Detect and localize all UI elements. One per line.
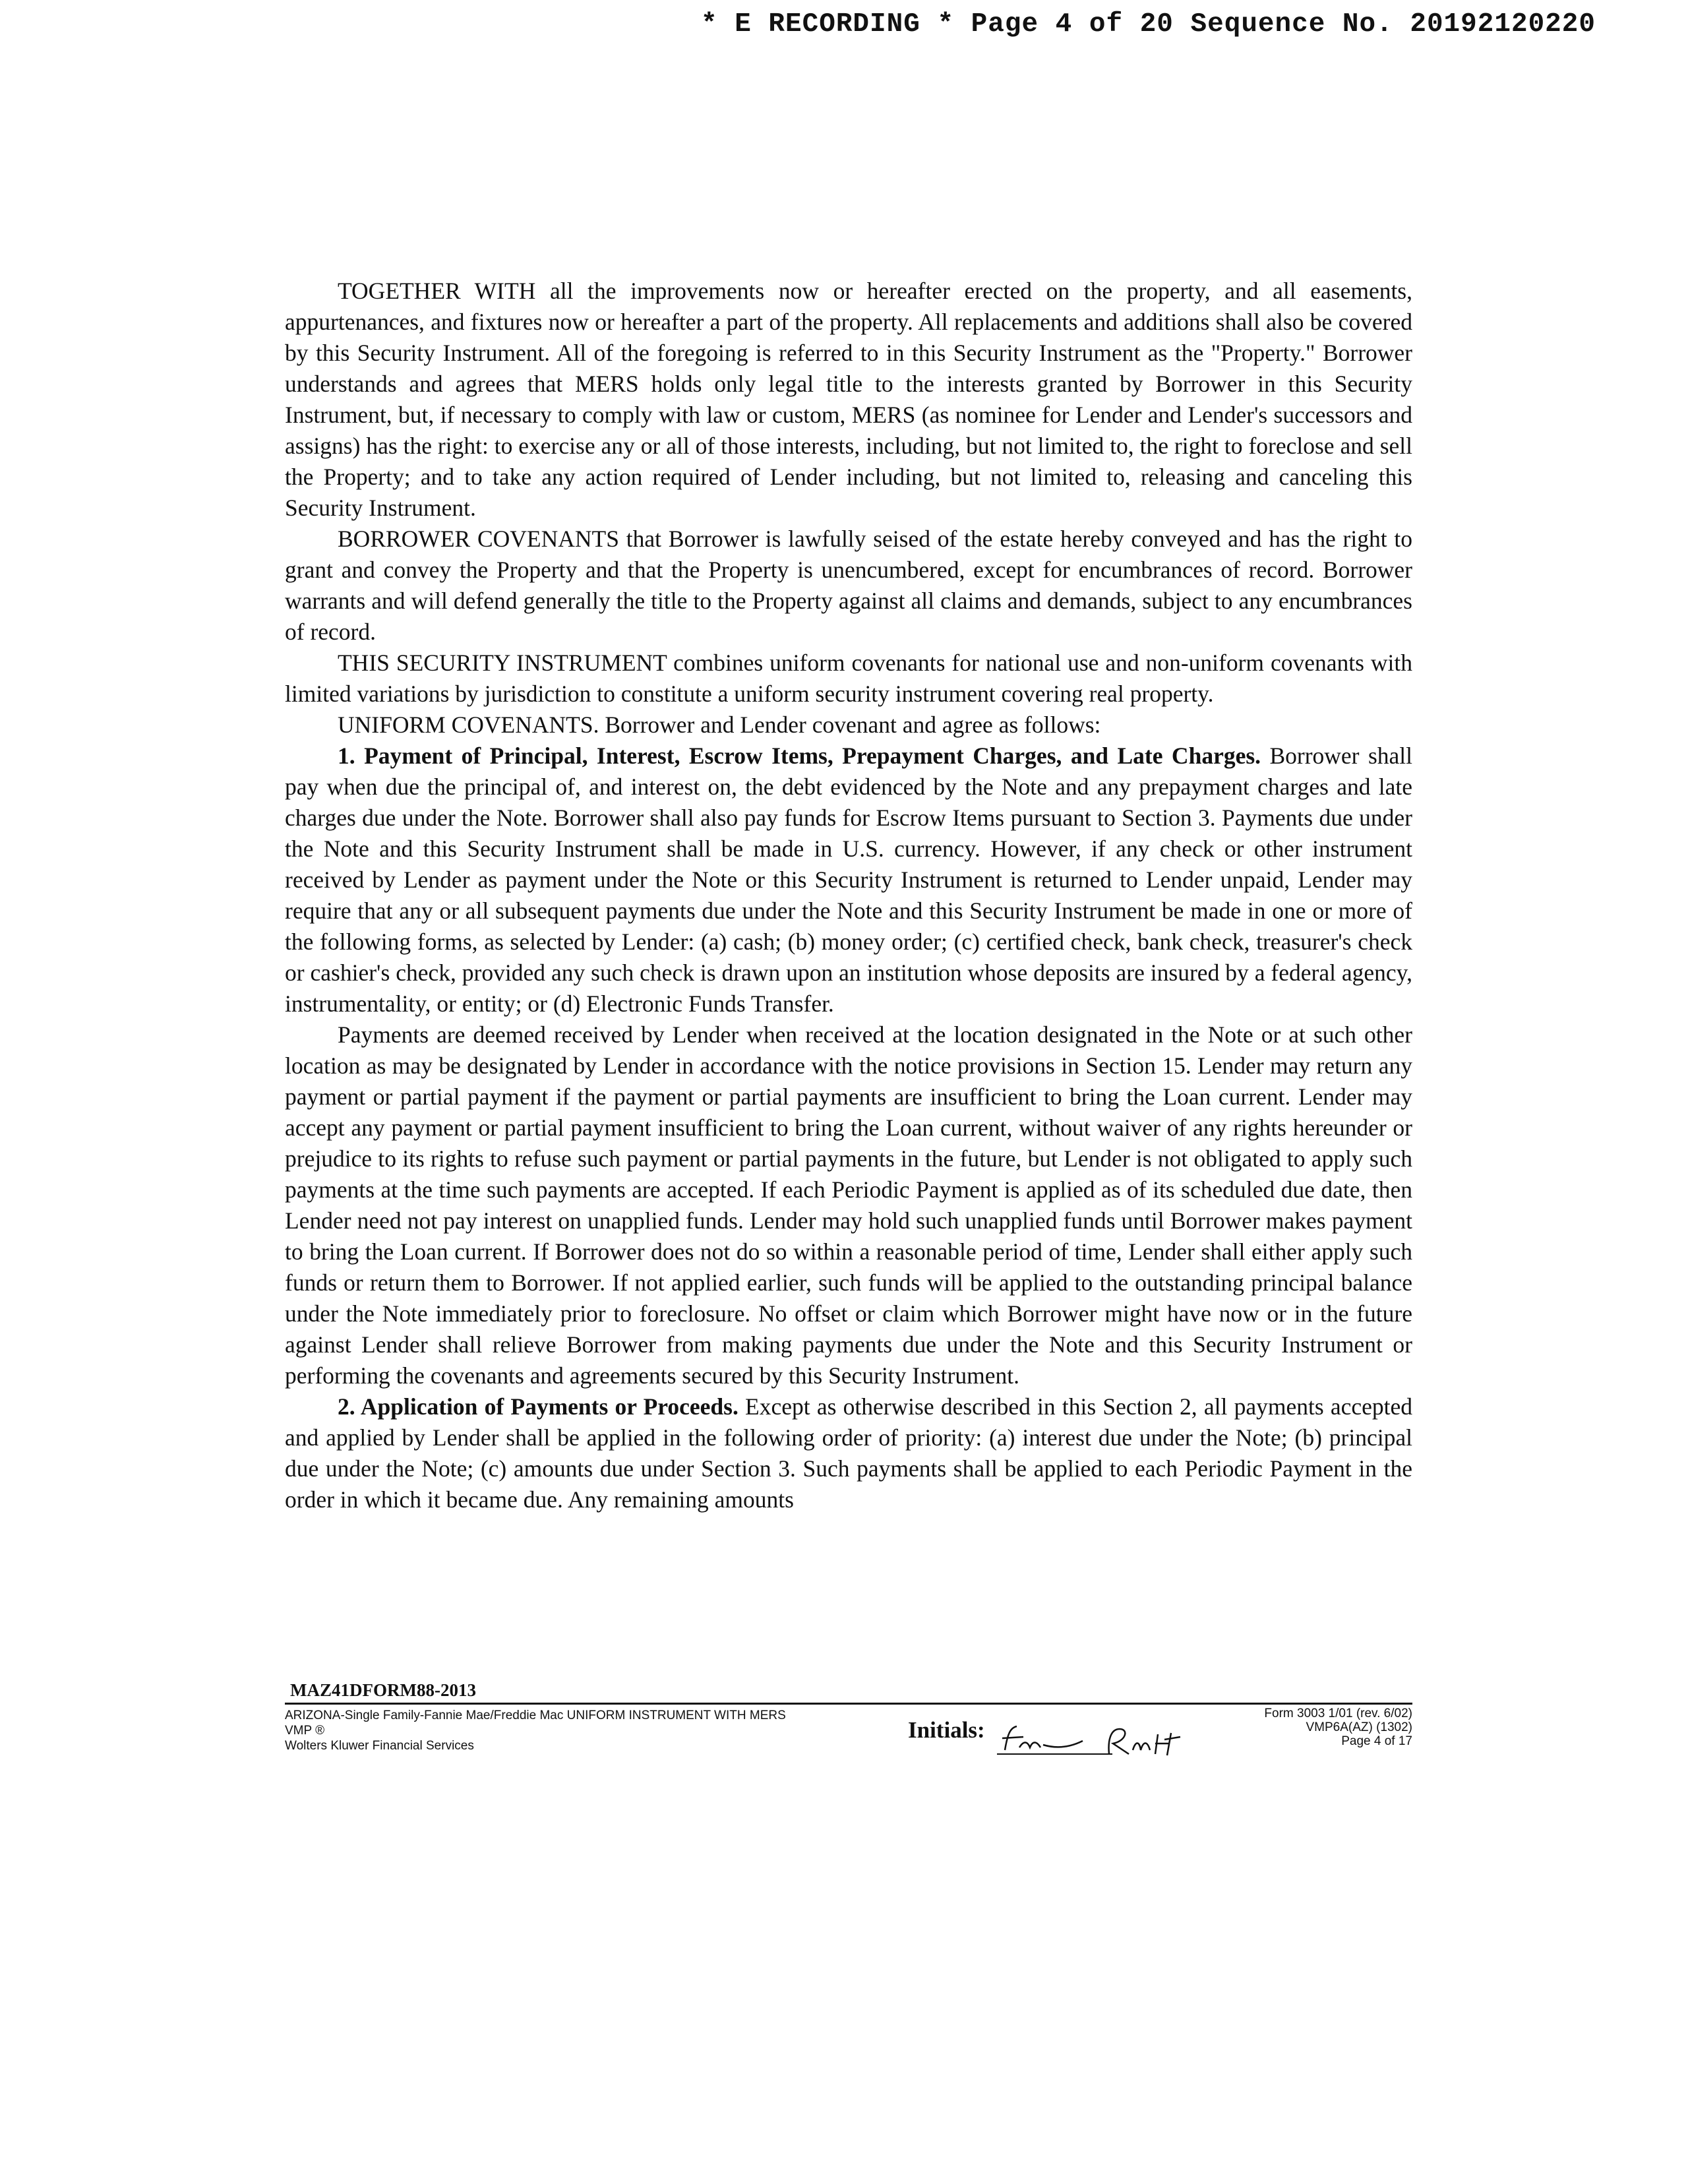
form-vmp-code: VMP6A(AZ) (1302) — [1306, 1720, 1412, 1734]
footer-form-description — [285, 1708, 786, 1753]
form-code: MAZ41DFORM88-2013 — [290, 1680, 476, 1700]
footer-line-3: Wolters Kluwer Financial Services — [285, 1739, 474, 1753]
section-1-heading: 1. Payment of Principal, Interest, Escrow Items, Prepayment Charges, and Late Charges. — [338, 743, 1261, 769]
section-1 — [285, 741, 1412, 1019]
page-footer — [285, 1680, 1412, 1766]
footer-line-2: VMP ® — [285, 1724, 325, 1738]
form-number: Form 3003 1/01 (rev. 6/02) — [1264, 1707, 1412, 1720]
recording-header: * E RECORDING * Page 4 of 20 Sequence No. 20192120220 — [700, 9, 1596, 40]
section-2 — [285, 1391, 1412, 1515]
paragraph-together-with: TOGETHER WITH all the improvements now or hereafter erected on the property, and all easements, appurtenances, and fixtures now or hereafter a part of the property. All replacements and additions shall also be covered by this Security Instrument. All of the foregoing is referred to in this Security Instrument as the "Property." Borrower understands and agrees that MERS holds only legal title to the interests granted by Borrower in this Security Instrument, but, if necessary to comply with law or custom, MERS (as nominee for Lender and Lender's successors and assigns) has the right: to exercise any or all of those interests, including, but not limited to, the right to foreclose and sell the Property; and to take any action required of Lender including, but not limited to, releasing and canceling this Security Instrument. — [285, 278, 1412, 521]
section-2-heading: 2. Application of Payments or Proceeds. — [338, 1393, 738, 1420]
footer-divider — [285, 1703, 1412, 1705]
section-1-text: Borrower shall pay when due the principal of, and interest on, the debt evidenced by the Note and any prepayment charges and late charges due under the Note. Borrower shall also pay funds for Escrow Items pursuant to Section 3. Payments due under the Note and this Security Instrument shall be made in U.S. currency. However, if any check or other instrument received by Lender as payment under the Note or this Security Instrument is returned to Lender unpaid, Lender may require that any or all subsequent payments due under the Note and this Security Instrument be made in one or more of the following forms, as selected by Lender: (a) cash; (b) money order; (c) certified check, bank check, treasurer's check or cashier's check, provided any such check is drawn upon an institution whose deposits are insured by a federal agency, instrumentality, or entity; or (d) Electronic Funds Transfer. — [285, 743, 1412, 1017]
footer-form-info — [1264, 1707, 1412, 1748]
paragraph-security-instrument: THIS SECURITY INSTRUMENT combines uniform covenants for national use and non-uniform covenants with limited variations by jurisdiction to constitute a uniform security instrument covering real property. — [285, 650, 1412, 707]
paragraph-borrower-covenants: BORROWER COVENANTS that Borrower is lawfully seised of the estate hereby conveyed and has the right to grant and convey the Property and that the Property is unencumbered, except for encumbrances of record. Borrower warrants and will defend generally the title to the Property against all claims and demands, subject to any encumbrances of record. — [285, 526, 1412, 645]
form-page-number: Page 4 of 17 — [1341, 1734, 1412, 1748]
paragraph-uniform-covenants: UNIFORM COVENANTS. Borrower and Lender covenant and agree as follows: — [338, 712, 1101, 738]
document-body — [285, 276, 1412, 1515]
paragraph-payments-deemed: Payments are deemed received by Lender when received at the location designated in the Note or at such other location as may be designated by Lender in accordance with the notice provisions in Section 15. Lender may return any payment or partial payment if the payment or partial payments are insufficient to bring the Loan current. Lender may accept any payment or partial payment insufficient to bring the Loan current, without waiver of any rights hereunder or prejudice to its rights to refuse such payment or partial payments in the future, but Lender is not obligated to apply such payments at the time such payments are accepted. If each Periodic Payment is applied as of its scheduled due date, then Lender need not pay interest on unapplied funds. Lender may hold such unapplied funds until Borrower makes payment to bring the Loan current. If Borrower does not do so within a reasonable period of time, Lender shall either apply such funds or return them to Borrower. If not applied earlier, such funds will be applied to the outstanding principal balance under the Note immediately prior to foreclosure. No offset or claim which Borrower might have now or in the future against Lender shall relieve Borrower from making payments due under the Note and this Security Instrument or performing the covenants and agreements secured by this Security Instrument. — [285, 1021, 1412, 1389]
section-2-text: Except as otherwise described in this Section 2, all payments accepted and applied by Lender shall be applied in the following order of priority: (a) interest due under the Note; (b) principal due under the Note; (c) amounts due under Section 3. Such payments shall be applied to each Periodic Payment in the order in which it became due. Any remaining amounts — [285, 1393, 1412, 1513]
initials-signature — [997, 1721, 1195, 1761]
footer-line-1: ARIZONA-Single Family-Fannie Mae/Freddie Mac UNIFORM INSTRUMENT WITH MERS — [285, 1709, 786, 1722]
initials-label: Initials: — [908, 1717, 985, 1743]
